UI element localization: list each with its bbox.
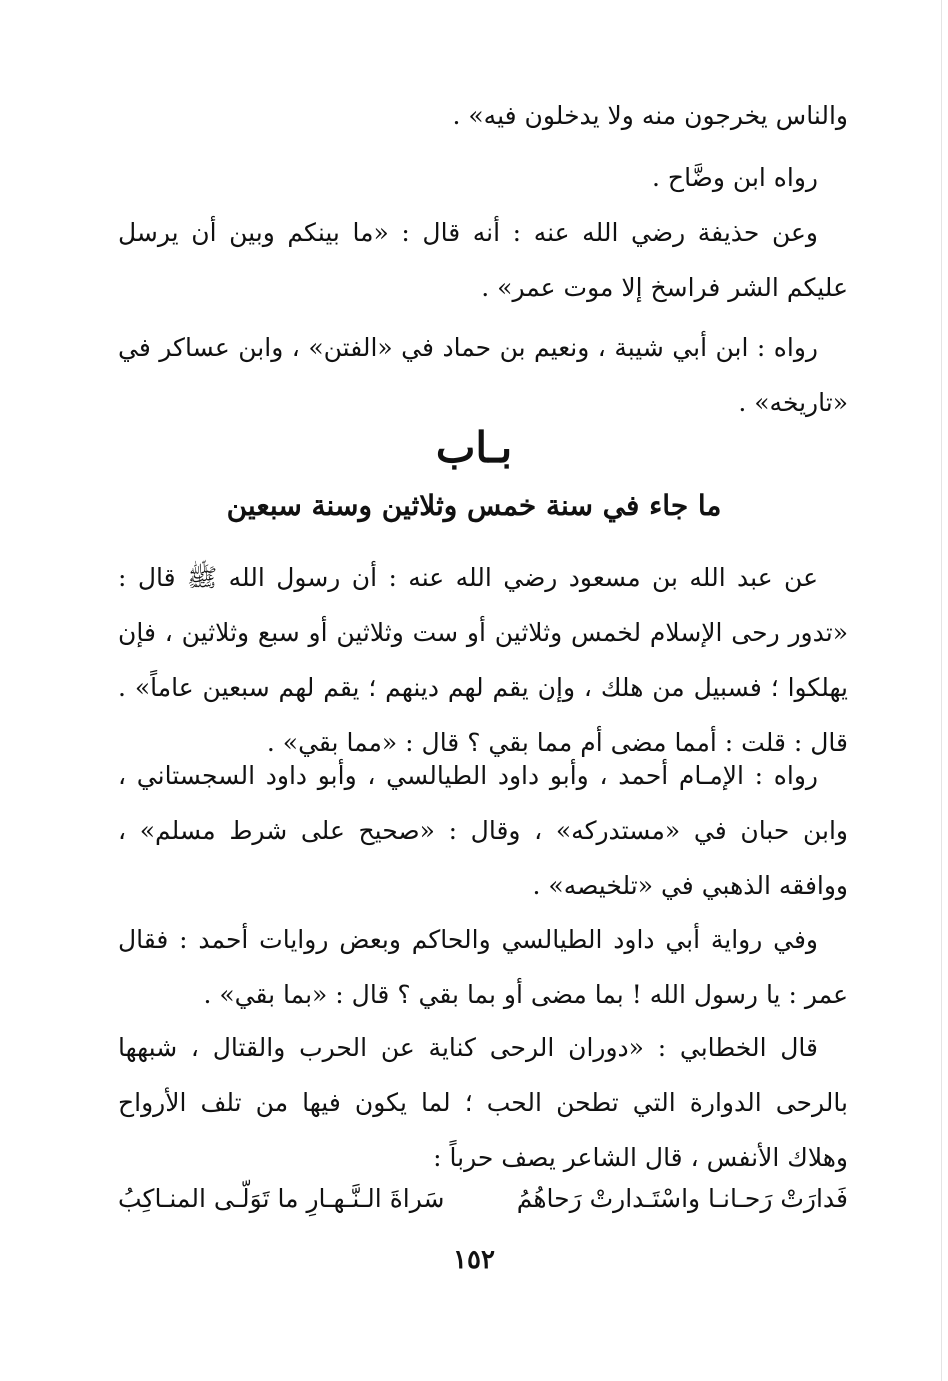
- page-number: ١٥٢: [453, 1245, 495, 1275]
- paragraph-khattabi-commentary: قال الخطابي : «دوران الرحى كناية عن الحرب والقتال ، شبهها بالرحى الدوارة التي تطحن الحب ؛ لما يكون فيها من تلف الأرواح وهلاك الأنفس ، قال الشاعر يصف حرباً :: [118, 1033, 848, 1172]
- verse-first-hemistich: فَدارَتْ رَحـانـا واسْتَـدارتْ رَحاهُمُ: [516, 1184, 848, 1213]
- paragraph-hudhayfa-hadith: وعن حذيفة رضي الله عنه : أنه قال : «ما بينكم وبين أن يرسل عليكم الشر فراسخ إلا موت عمر» .: [118, 218, 848, 302]
- page-edge-line: [941, 0, 942, 1381]
- paragraph-hudhayfa-sources: رواه : ابن أبي شيبة ، ونعيم بن حماد في «الفتن» ، وابن عساكر في «تاريخه» .: [118, 333, 848, 417]
- paragraph-ibn-masud-hadith: عن عبد الله بن مسعود رضي الله عنه : أن رسول الله ﷺ قال : «تدور رحى الإسلام لخمس وثلاثين أو ست وثلاثين أو سبع وثلاثين ، فإن يهلكوا ؛ فسبيل من هلك ، وإن يقم لهم دينهم ؛ يقم لهم سبعين عاماً» . قال : قلت : أمما مضى أم مما بقي ؟ قال : «مما بقي» .: [118, 563, 848, 757]
- paragraph-ibn-masud-sources: رواه : الإمـام أحمد ، وأبو داود الطيالسي ، وأبو داود السجستاني ، وابن حبان في «مستدركه» ، وقال : «صحيح على شرط مسلم» ، ووافقه الذهبي في «تلخيصه» .: [118, 761, 848, 900]
- chapter-subtitle: ما جاء في سنة خمس وثلاثين وسنة سبعين: [226, 489, 722, 522]
- paragraph-narrator-ibn-waddah: رواه ابن وضَّاح .: [652, 163, 818, 192]
- chapter-heading: بـاب: [435, 423, 513, 472]
- paragraph-tayalisi-variant: وفي رواية أبي داود الطيالسي والحاكم وبعض روايات أحمد : فقال عمر : يا رسول الله ! بما مضى أو بما بقي ؟ قال : «بما بقي» .: [118, 925, 848, 1009]
- paragraph-quote-end: والناس يخرجون منه ولا يدخلون فيه» .: [452, 101, 848, 130]
- verse-second-hemistich: سَراةَ الـنَّـهـارِ ما تَوَلّـى المنـاكِبُ: [118, 1184, 445, 1213]
- poetry-verse: [118, 1175, 848, 1223]
